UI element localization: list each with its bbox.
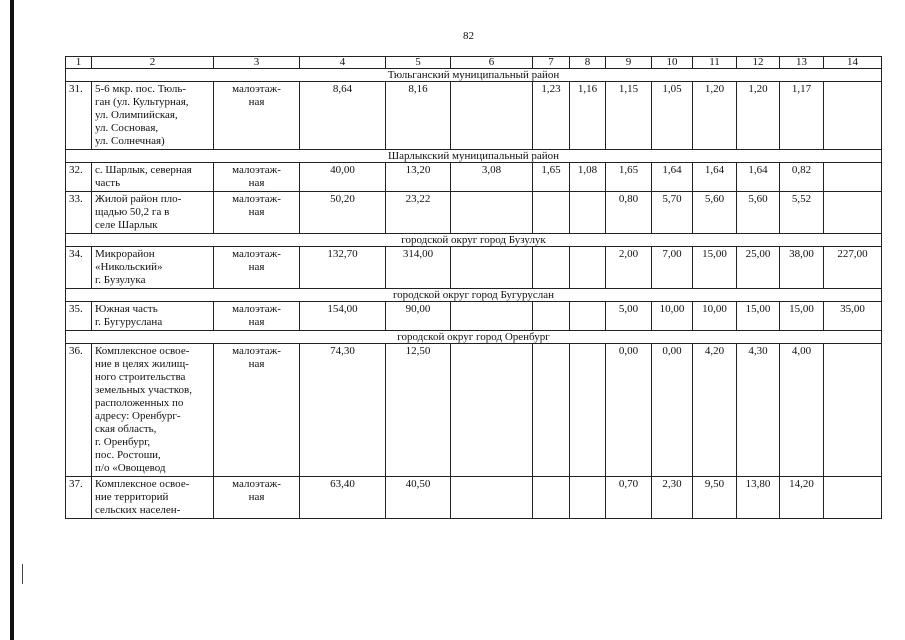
row-number: 36. xyxy=(66,344,92,477)
value-c11: 15,00 xyxy=(693,247,737,289)
value-c12: 4,30 xyxy=(737,344,780,477)
value-c6 xyxy=(451,247,533,289)
object-name: Комплексное освое- ние территорий сельских населен- xyxy=(92,477,214,519)
column-number-row xyxy=(66,57,882,69)
value-c7 xyxy=(533,477,570,519)
section-title: городской округ город Бузулук xyxy=(66,234,882,247)
value-c10: 5,70 xyxy=(652,192,693,234)
value-c8 xyxy=(570,344,606,477)
section-title: Тюльганский муниципальный район xyxy=(66,69,882,82)
value-c5: 90,00 xyxy=(386,302,451,331)
value-c13: 14,20 xyxy=(780,477,824,519)
value-c7 xyxy=(533,302,570,331)
page-number: 82 xyxy=(463,30,474,42)
value-c9: 1,65 xyxy=(606,163,652,192)
column-header-3: 3 xyxy=(214,57,300,69)
value-c5: 40,50 xyxy=(386,477,451,519)
value-c11: 10,00 xyxy=(693,302,737,331)
row-number: 34. xyxy=(66,247,92,289)
value-c8 xyxy=(570,247,606,289)
object-name: с. Шарлык, северная часть xyxy=(92,163,214,192)
row-number: 31. xyxy=(66,82,92,150)
value-c6: 3,08 xyxy=(451,163,533,192)
object-name: Микрорайон «Никольский» г. Бузулука xyxy=(92,247,214,289)
building-type: малоэтаж- ная xyxy=(214,82,300,150)
value-c5: 23,22 xyxy=(386,192,451,234)
building-type: малоэтаж- ная xyxy=(214,477,300,519)
value-c5: 13,20 xyxy=(386,163,451,192)
housing-table xyxy=(65,56,882,519)
value-c14: 227,00 xyxy=(824,247,882,289)
value-c9: 1,15 xyxy=(606,82,652,150)
value-c4: 50,20 xyxy=(300,192,386,234)
value-c9: 0,80 xyxy=(606,192,652,234)
section-header-row xyxy=(66,331,882,344)
value-c7: 1,23 xyxy=(533,82,570,150)
object-name: Южная часть г. Бугуруслана xyxy=(92,302,214,331)
building-type: малоэтаж- ная xyxy=(214,192,300,234)
section-header-row xyxy=(66,150,882,163)
table-row xyxy=(66,247,882,289)
table-row xyxy=(66,477,882,519)
value-c4: 40,00 xyxy=(300,163,386,192)
table-row xyxy=(66,163,882,192)
value-c12: 1,64 xyxy=(737,163,780,192)
object-name: Комплексное освое- ние в целях жилищ- ного строительства земельных участков, расположенных по адресу: Оренбург- ская область, г. Оренбург, пос. Ростоши, п/о «Овощевод xyxy=(92,344,214,477)
column-header-4: 4 xyxy=(300,57,386,69)
building-type: малоэтаж- ная xyxy=(214,302,300,331)
table-row xyxy=(66,302,882,331)
value-c11: 1,20 xyxy=(693,82,737,150)
row-number: 37. xyxy=(66,477,92,519)
column-header-13: 13 xyxy=(780,57,824,69)
row-number: 35. xyxy=(66,302,92,331)
value-c13: 38,00 xyxy=(780,247,824,289)
value-c11: 1,64 xyxy=(693,163,737,192)
column-header-9: 9 xyxy=(606,57,652,69)
value-c11: 4,20 xyxy=(693,344,737,477)
value-c8 xyxy=(570,192,606,234)
column-header-12: 12 xyxy=(737,57,780,69)
section-title: Шарлыкский муниципальный район xyxy=(66,150,882,163)
value-c4: 154,00 xyxy=(300,302,386,331)
object-name: Жилой район пло- щадью 50,2 га в селе Шарлык xyxy=(92,192,214,234)
row-number: 33. xyxy=(66,192,92,234)
value-c14 xyxy=(824,82,882,150)
value-c12: 25,00 xyxy=(737,247,780,289)
margin-mark xyxy=(22,564,23,584)
value-c13: 1,17 xyxy=(780,82,824,150)
value-c9: 0,00 xyxy=(606,344,652,477)
value-c12: 1,20 xyxy=(737,82,780,150)
value-c8: 1,16 xyxy=(570,82,606,150)
column-header-5: 5 xyxy=(386,57,451,69)
column-header-1: 1 xyxy=(66,57,92,69)
value-c8 xyxy=(570,477,606,519)
object-name: 5-6 мкр. пос. Тюль- ган (ул. Культурная, ул. Олимпийская, ул. Сосновая, ул. Солнечная) xyxy=(92,82,214,150)
value-c9: 0,70 xyxy=(606,477,652,519)
value-c14 xyxy=(824,477,882,519)
column-header-8: 8 xyxy=(570,57,606,69)
page-edge-bar xyxy=(10,0,14,640)
value-c12: 5,60 xyxy=(737,192,780,234)
value-c11: 5,60 xyxy=(693,192,737,234)
value-c8 xyxy=(570,302,606,331)
value-c5: 12,50 xyxy=(386,344,451,477)
value-c5: 8,16 xyxy=(386,82,451,150)
column-header-14: 14 xyxy=(824,57,882,69)
value-c10: 2,30 xyxy=(652,477,693,519)
value-c14: 35,00 xyxy=(824,302,882,331)
value-c4: 63,40 xyxy=(300,477,386,519)
value-c13: 5,52 xyxy=(780,192,824,234)
table-row xyxy=(66,192,882,234)
value-c13: 15,00 xyxy=(780,302,824,331)
value-c10: 10,00 xyxy=(652,302,693,331)
value-c14 xyxy=(824,344,882,477)
value-c13: 0,82 xyxy=(780,163,824,192)
value-c4: 8,64 xyxy=(300,82,386,150)
value-c6 xyxy=(451,477,533,519)
building-type: малоэтаж- ная xyxy=(214,344,300,477)
column-header-6: 6 xyxy=(451,57,533,69)
value-c6 xyxy=(451,344,533,477)
value-c5: 314,00 xyxy=(386,247,451,289)
value-c14 xyxy=(824,192,882,234)
value-c10: 0,00 xyxy=(652,344,693,477)
value-c6 xyxy=(451,192,533,234)
value-c6 xyxy=(451,302,533,331)
value-c9: 5,00 xyxy=(606,302,652,331)
column-header-11: 11 xyxy=(693,57,737,69)
value-c12: 15,00 xyxy=(737,302,780,331)
value-c11: 9,50 xyxy=(693,477,737,519)
column-header-2: 2 xyxy=(92,57,214,69)
value-c12: 13,80 xyxy=(737,477,780,519)
value-c7 xyxy=(533,344,570,477)
value-c13: 4,00 xyxy=(780,344,824,477)
value-c6 xyxy=(451,82,533,150)
value-c10: 1,05 xyxy=(652,82,693,150)
value-c4: 74,30 xyxy=(300,344,386,477)
value-c7 xyxy=(533,247,570,289)
value-c7 xyxy=(533,192,570,234)
value-c8: 1,08 xyxy=(570,163,606,192)
table-row xyxy=(66,82,882,150)
section-title: городской округ город Бугуруслан xyxy=(66,289,882,302)
column-header-10: 10 xyxy=(652,57,693,69)
building-type: малоэтаж- ная xyxy=(214,247,300,289)
value-c10: 7,00 xyxy=(652,247,693,289)
value-c7: 1,65 xyxy=(533,163,570,192)
table-row xyxy=(66,344,882,477)
section-header-row xyxy=(66,234,882,247)
value-c10: 1,64 xyxy=(652,163,693,192)
section-header-row xyxy=(66,289,882,302)
value-c14 xyxy=(824,163,882,192)
value-c9: 2,00 xyxy=(606,247,652,289)
value-c4: 132,70 xyxy=(300,247,386,289)
row-number: 32. xyxy=(66,163,92,192)
section-title: городской округ город Оренбург xyxy=(66,331,882,344)
building-type: малоэтаж- ная xyxy=(214,163,300,192)
column-header-7: 7 xyxy=(533,57,570,69)
section-header-row xyxy=(66,69,882,82)
